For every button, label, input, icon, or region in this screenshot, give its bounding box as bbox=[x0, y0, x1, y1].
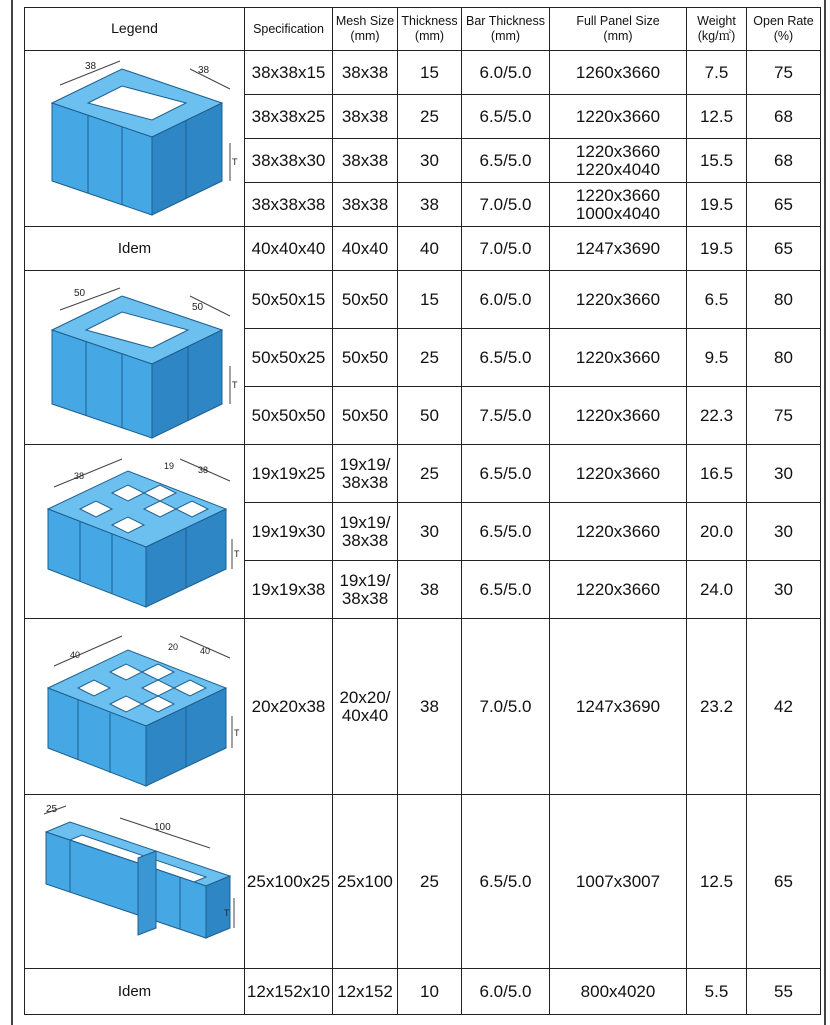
thickness-cell: 15 bbox=[398, 51, 462, 95]
bar-cell: 6.0/5.0 bbox=[462, 271, 550, 329]
bar-cell: 6.5/5.0 bbox=[462, 329, 550, 387]
dim-label: 20 bbox=[167, 641, 178, 652]
weight-cell: 20.0 bbox=[687, 503, 747, 561]
dim-label: 38 bbox=[197, 64, 209, 76]
thickness-cell: 40 bbox=[398, 227, 462, 271]
bar-cell: 6.5/5.0 bbox=[462, 795, 550, 969]
panel-cell: 1247x3690 bbox=[550, 619, 687, 795]
weight-cell: 24.0 bbox=[687, 561, 747, 619]
panel-cell: 1007x3007 bbox=[550, 795, 687, 969]
bar-cell: 6.5/5.0 bbox=[462, 95, 550, 139]
mesh-cell: 50x50 bbox=[333, 387, 398, 445]
dim-label: 50 bbox=[73, 287, 85, 299]
header-open-rate: Open Rate (%) bbox=[747, 8, 821, 51]
weight-cell: 23.2 bbox=[687, 619, 747, 795]
thickness-cell: 30 bbox=[398, 503, 462, 561]
mesh-cell: 19x19/ 38x38 bbox=[333, 561, 398, 619]
grating-spec-table bbox=[24, 7, 821, 1015]
spec-cell: 19x19x38 bbox=[245, 561, 333, 619]
legend-idem: Idem bbox=[25, 969, 245, 1015]
weight-cell: 5.5 bbox=[687, 969, 747, 1015]
thickness-cell: 38 bbox=[398, 183, 462, 227]
mesh-cell: 20x20/ 40x40 bbox=[333, 619, 398, 795]
panel-cell: 1220x3660 1220x4040 bbox=[550, 139, 687, 183]
open-rate-cell: 55 bbox=[747, 969, 821, 1015]
weight-cell: 12.5 bbox=[687, 95, 747, 139]
dim-label: 38 bbox=[84, 60, 96, 72]
header-thickness: Thickness (mm) bbox=[398, 8, 462, 51]
open-rate-cell: 30 bbox=[747, 503, 821, 561]
weight-cell: 22.3 bbox=[687, 387, 747, 445]
mesh-cell: 38x38 bbox=[333, 139, 398, 183]
panel-cell: 1220x3660 bbox=[550, 503, 687, 561]
mesh-cell: 25x100 bbox=[333, 795, 398, 969]
dim-label: 40 bbox=[69, 649, 80, 660]
open-rate-cell: 65 bbox=[747, 227, 821, 271]
thickness-cell: 25 bbox=[398, 95, 462, 139]
open-rate-cell: 42 bbox=[747, 619, 821, 795]
t-label: T bbox=[223, 907, 229, 918]
spec-cell: 25x100x25 bbox=[245, 795, 333, 969]
dim-label: 100 bbox=[153, 821, 171, 833]
bar-cell: 6.5/5.0 bbox=[462, 445, 550, 503]
thickness-cell: 25 bbox=[398, 445, 462, 503]
bar-cell: 7.5/5.0 bbox=[462, 387, 550, 445]
t-label: T bbox=[233, 548, 239, 559]
mesh-cell: 50x50 bbox=[333, 329, 398, 387]
right-border-line bbox=[824, 0, 826, 1025]
dim-label: 25 bbox=[45, 803, 57, 815]
header-panel-size: Full Panel Size (mm) bbox=[550, 8, 687, 51]
header-legend: Legend bbox=[25, 8, 245, 51]
header-specification: Specification bbox=[245, 8, 333, 51]
panel-cell: 1220x3660 1000x4040 bbox=[550, 183, 687, 227]
table-row bbox=[25, 271, 821, 329]
mesh-cell: 38x38 bbox=[333, 95, 398, 139]
weight-cell: 16.5 bbox=[687, 445, 747, 503]
weight-cell: 6.5 bbox=[687, 271, 747, 329]
t-label: T bbox=[231, 156, 237, 167]
thickness-cell: 30 bbox=[398, 139, 462, 183]
bar-cell: 7.0/5.0 bbox=[462, 227, 550, 271]
spec-cell: 12x152x10 bbox=[245, 969, 333, 1015]
bar-cell: 6.0/5.0 bbox=[462, 51, 550, 95]
bar-cell: 6.5/5.0 bbox=[462, 139, 550, 183]
weight-cell: 12.5 bbox=[687, 795, 747, 969]
mesh-cell: 40x40 bbox=[333, 227, 398, 271]
mesh-cell: 19x19/ 38x38 bbox=[333, 503, 398, 561]
open-rate-cell: 68 bbox=[747, 95, 821, 139]
t-label: T bbox=[231, 379, 237, 390]
dim-label: 38 bbox=[197, 464, 208, 475]
grating-25-illustration bbox=[30, 798, 240, 966]
spec-cell: 38x38x25 bbox=[245, 95, 333, 139]
weight-cell: 9.5 bbox=[687, 329, 747, 387]
bar-cell: 6.0/5.0 bbox=[462, 969, 550, 1015]
thickness-cell: 38 bbox=[398, 561, 462, 619]
thickness-cell: 25 bbox=[398, 795, 462, 969]
spec-cell: 19x19x25 bbox=[245, 445, 333, 503]
mesh-cell: 12x152 bbox=[333, 969, 398, 1015]
mesh-cell: 50x50 bbox=[333, 271, 398, 329]
panel-cell: 1220x3660 bbox=[550, 445, 687, 503]
legend-grating-38 bbox=[25, 51, 245, 227]
dim-label: 40 bbox=[199, 645, 210, 656]
legend-grating-20 bbox=[25, 619, 245, 795]
mesh-cell: 38x38 bbox=[333, 51, 398, 95]
panel-cell: 1260x3660 bbox=[550, 51, 687, 95]
table-row bbox=[25, 619, 821, 795]
mesh-cell: 19x19/ 38x38 bbox=[333, 445, 398, 503]
weight-cell: 19.5 bbox=[687, 183, 747, 227]
spec-cell: 38x38x15 bbox=[245, 51, 333, 95]
spec-cell: 50x50x15 bbox=[245, 271, 333, 329]
open-rate-cell: 80 bbox=[747, 329, 821, 387]
panel-cell: 1247x3690 bbox=[550, 227, 687, 271]
bar-cell: 6.5/5.0 bbox=[462, 561, 550, 619]
grating-20-illustration bbox=[30, 622, 240, 792]
spec-cell: 50x50x25 bbox=[245, 329, 333, 387]
open-rate-cell: 65 bbox=[747, 183, 821, 227]
spec-cell: 20x20x38 bbox=[245, 619, 333, 795]
thickness-cell: 25 bbox=[398, 329, 462, 387]
legend-grating-50 bbox=[25, 271, 245, 445]
bar-cell: 6.5/5.0 bbox=[462, 503, 550, 561]
open-rate-cell: 75 bbox=[747, 387, 821, 445]
table-row bbox=[25, 969, 821, 1015]
left-border-line bbox=[11, 0, 13, 1025]
open-rate-cell: 30 bbox=[747, 445, 821, 503]
legend-grating-25 bbox=[25, 795, 245, 969]
table-row bbox=[25, 445, 821, 503]
grating-19-illustration bbox=[30, 447, 240, 617]
bar-cell: 7.0/5.0 bbox=[462, 183, 550, 227]
thickness-cell: 10 bbox=[398, 969, 462, 1015]
header-mesh-size: Mesh Size (mm) bbox=[333, 8, 398, 51]
header-weight: Weight (kg/㎡) bbox=[687, 8, 747, 51]
dim-label: 50 bbox=[191, 301, 203, 313]
dim-label: 19 bbox=[163, 460, 174, 471]
open-rate-cell: 80 bbox=[747, 271, 821, 329]
table-row bbox=[25, 227, 821, 271]
grating-50-illustration bbox=[30, 274, 240, 442]
header-row bbox=[25, 8, 821, 51]
weight-cell: 15.5 bbox=[687, 139, 747, 183]
weight-cell: 7.5 bbox=[687, 51, 747, 95]
open-rate-cell: 65 bbox=[747, 795, 821, 969]
panel-cell: 1220x3660 bbox=[550, 329, 687, 387]
panel-cell: 1220x3660 bbox=[550, 95, 687, 139]
header-bar-thickness: Bar Thickness (mm) bbox=[462, 8, 550, 51]
legend-idem: Idem bbox=[25, 227, 245, 271]
table-row bbox=[25, 51, 821, 95]
table-row bbox=[25, 795, 821, 969]
spec-cell: 38x38x30 bbox=[245, 139, 333, 183]
grating-38-illustration bbox=[30, 55, 240, 223]
spec-cell: 38x38x38 bbox=[245, 183, 333, 227]
panel-cell: 1220x3660 bbox=[550, 387, 687, 445]
panel-cell: 1220x3660 bbox=[550, 561, 687, 619]
spec-cell: 19x19x30 bbox=[245, 503, 333, 561]
t-label: T bbox=[233, 727, 239, 738]
spec-cell: 40x40x40 bbox=[245, 227, 333, 271]
weight-cell: 19.5 bbox=[687, 227, 747, 271]
legend-grating-19 bbox=[25, 445, 245, 619]
open-rate-cell: 68 bbox=[747, 139, 821, 183]
thickness-cell: 15 bbox=[398, 271, 462, 329]
panel-cell: 800x4020 bbox=[550, 969, 687, 1015]
thickness-cell: 50 bbox=[398, 387, 462, 445]
spec-cell: 50x50x50 bbox=[245, 387, 333, 445]
mesh-cell: 38x38 bbox=[333, 183, 398, 227]
dim-label: 38 bbox=[73, 470, 84, 481]
open-rate-cell: 30 bbox=[747, 561, 821, 619]
panel-cell: 1220x3660 bbox=[550, 271, 687, 329]
bar-cell: 7.0/5.0 bbox=[462, 619, 550, 795]
open-rate-cell: 75 bbox=[747, 51, 821, 95]
thickness-cell: 38 bbox=[398, 619, 462, 795]
